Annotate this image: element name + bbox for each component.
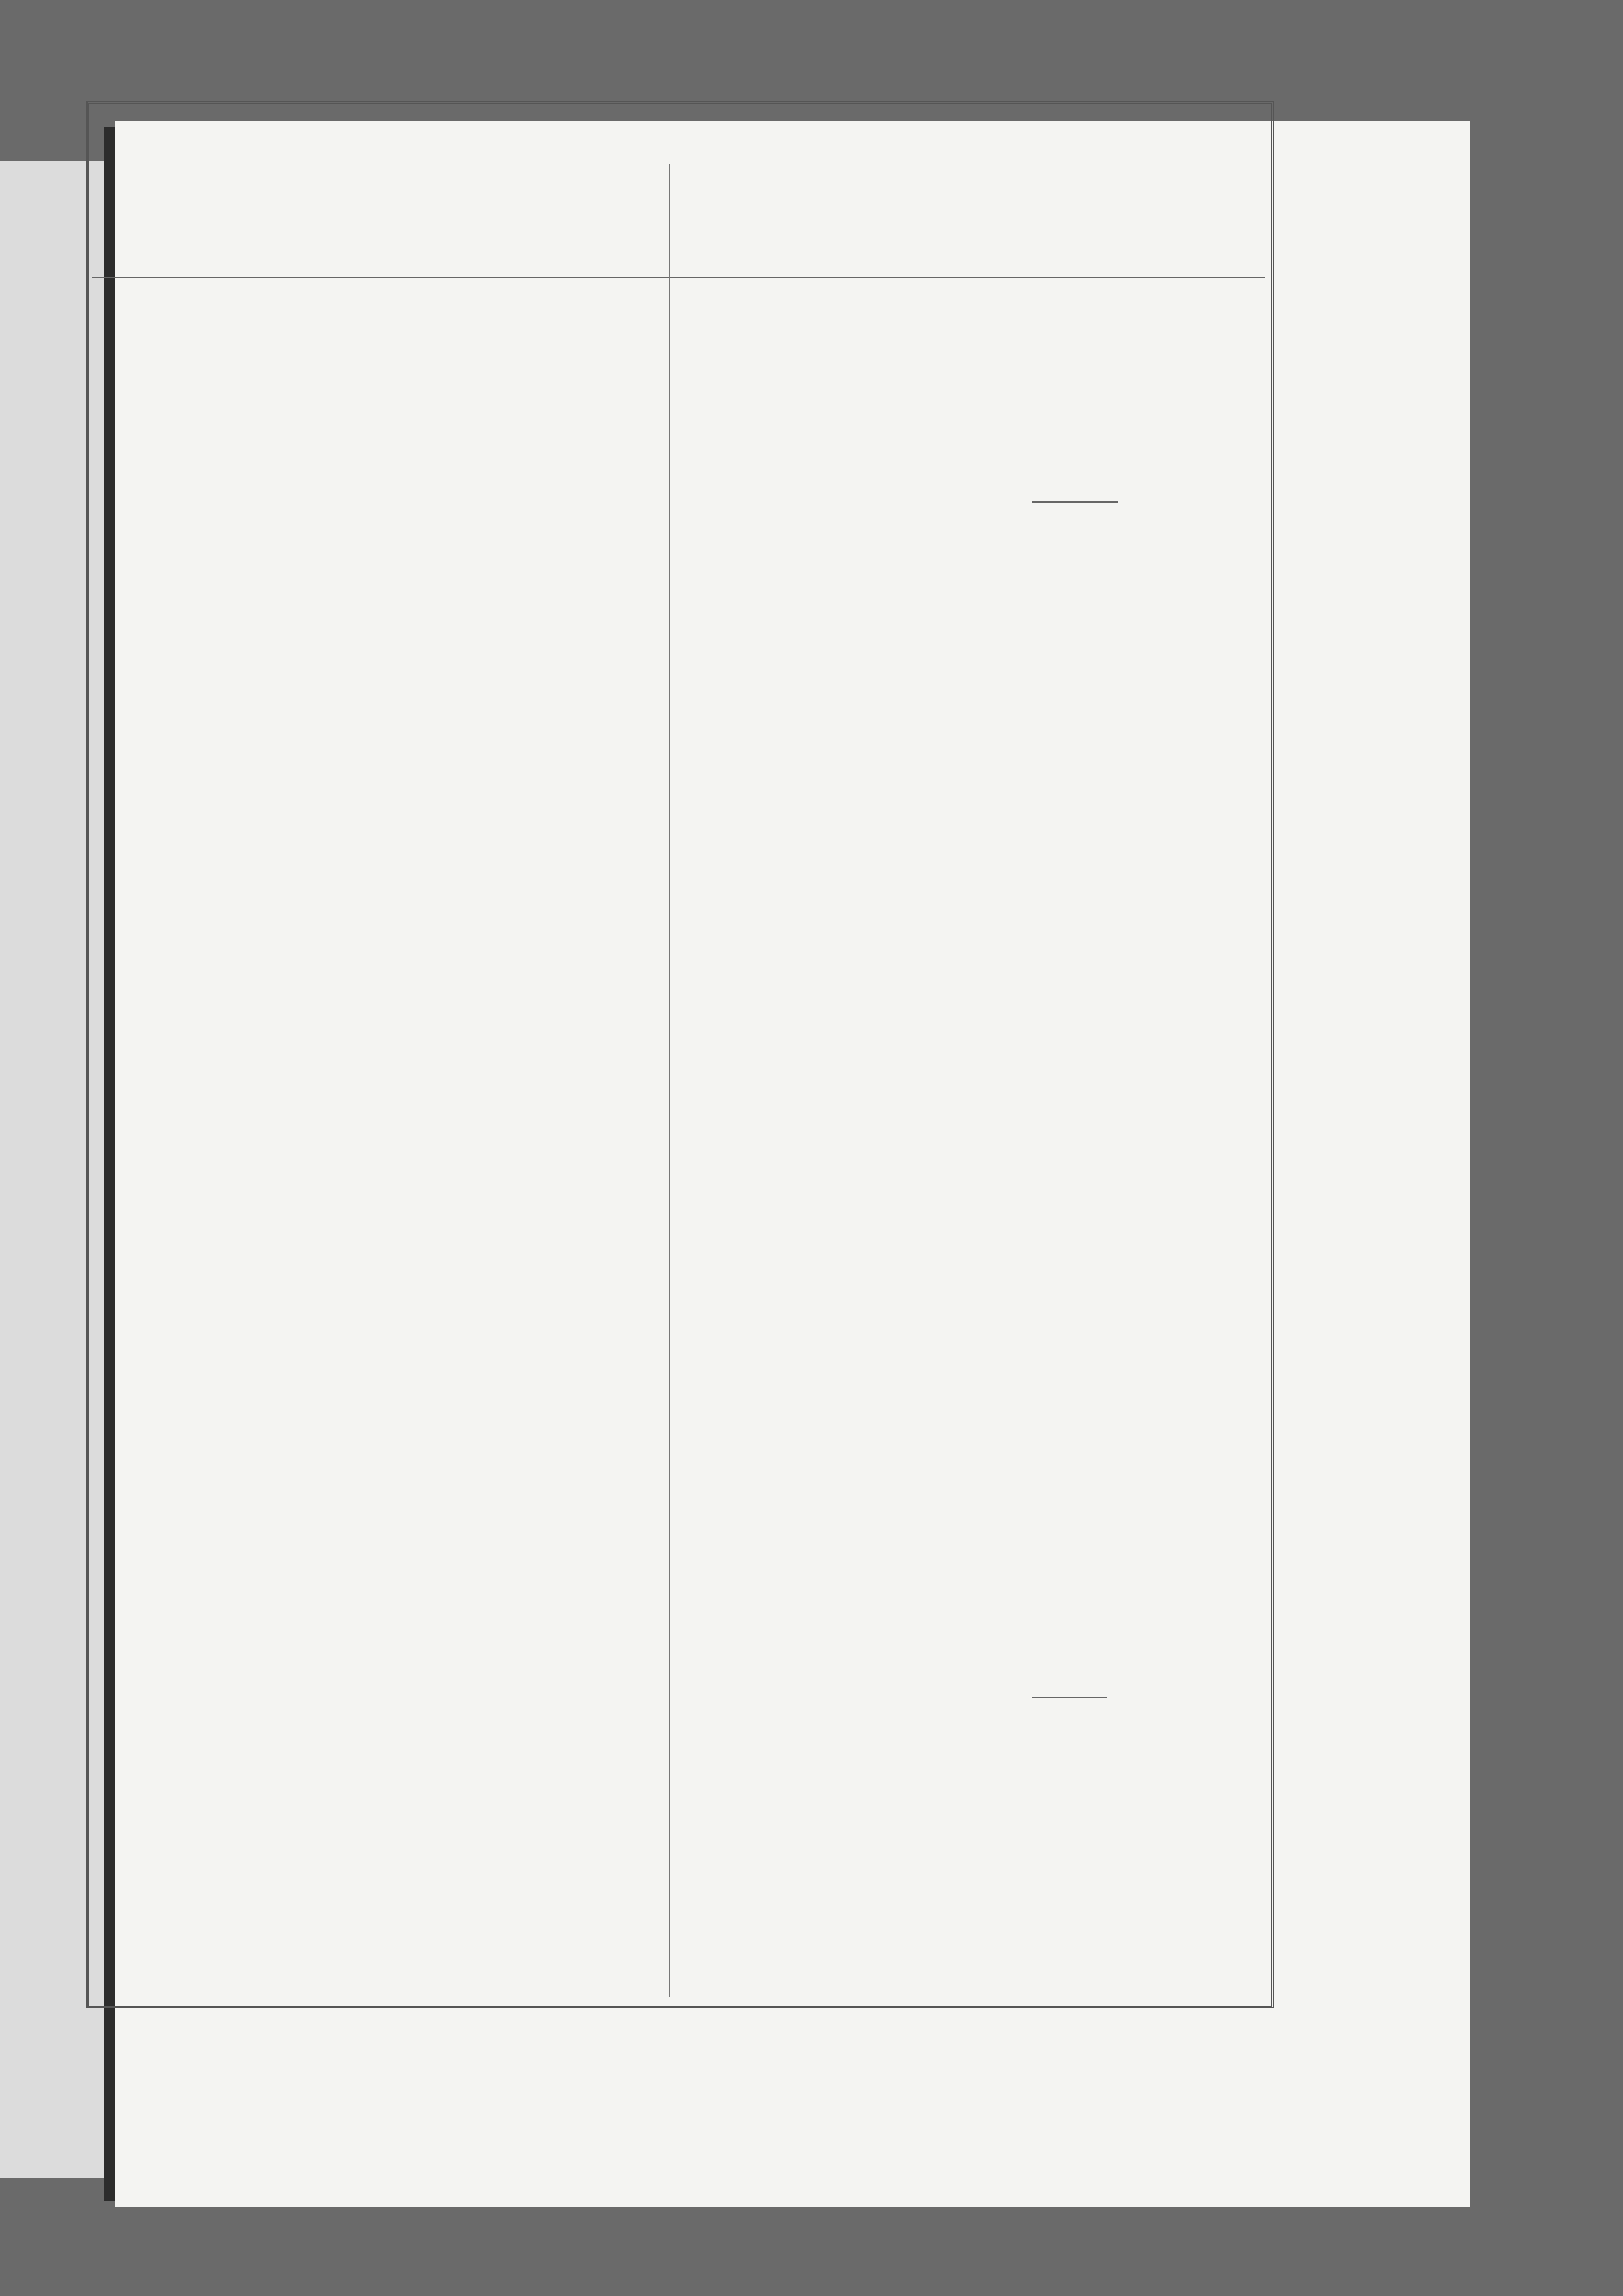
page-border [86, 101, 1274, 2008]
section-separator [1032, 501, 1118, 503]
section-separator [1032, 1697, 1107, 1698]
header-rule [92, 277, 1265, 278]
page-header [104, 115, 1251, 156]
column-divider [669, 164, 670, 1997]
